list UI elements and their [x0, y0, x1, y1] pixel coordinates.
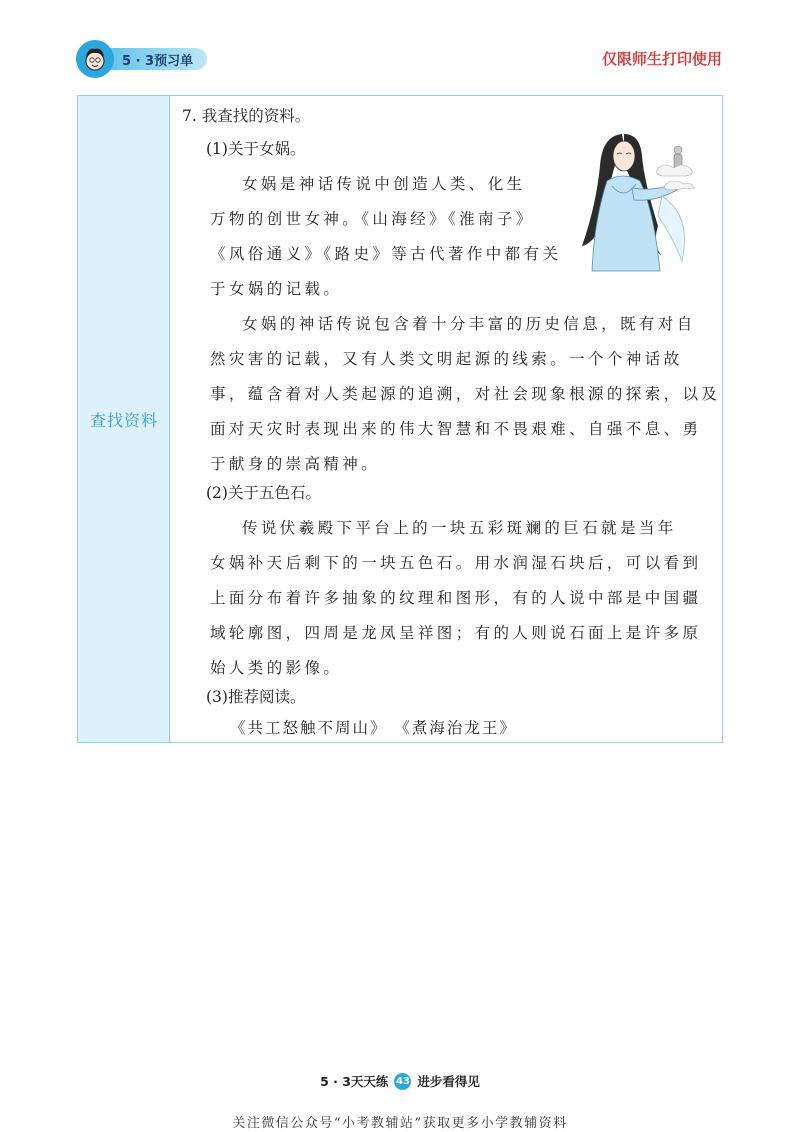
- part1-para2-line: 于献身的崇高精神。: [210, 455, 381, 473]
- part1-para1-line: 女娲是神话传说中创造人类、化生: [242, 175, 526, 193]
- section-title: 7. 我查找的资料。: [182, 107, 311, 125]
- part2-para-line: 上面分布着许多抽象的纹理和图形，有的人说中部是中国疆: [210, 589, 702, 607]
- side-column: [78, 96, 170, 742]
- print-only-note: 仅限师生打印使用: [601, 50, 722, 68]
- footer-slogan: [0, 1072, 800, 1090]
- part2-heading: (2)关于五色石。: [206, 484, 321, 502]
- part1-para2-line: 然灾害的记载，又有人类文明起源的线索。一个个神话故: [210, 350, 683, 368]
- recommended-books: 《共工怒触不周山》 《煮海治龙王》: [230, 719, 517, 737]
- part1-para1-line: 于女娲的记载。: [210, 280, 343, 298]
- page-number: 43: [394, 1073, 411, 1090]
- part1-para1-line: 万物的创世女神。《山海经》《淮南子》: [210, 210, 535, 228]
- badge-label: 5 · 3预习单: [100, 48, 207, 70]
- part2-para-line: 传说伏羲殿下平台上的一块五彩斑斓的巨石就是当年: [242, 519, 677, 537]
- footer-right-text: 进步看得见: [417, 1074, 480, 1089]
- header-badge: [76, 40, 207, 78]
- side-label: 查找资料: [89, 411, 158, 430]
- part1-para1-line: 《风俗通义》《路史》等古代著作中都有关: [210, 245, 562, 263]
- part2-para-line: 始人类的影像。: [210, 659, 343, 677]
- part1-para2-line: 事，蕴含着对人类起源的追溯，对社会现象根源的探索，以及: [210, 385, 721, 403]
- part3-heading: (3)推荐阅读。: [206, 688, 306, 706]
- footer-left-text: 5 · 3天天练: [320, 1074, 389, 1089]
- part1-para2-line: 女娲的神话传说包含着十分丰富的历史信息，既有对自: [242, 315, 696, 333]
- mascot-icon: [76, 40, 114, 78]
- part2-para-line: 域轮廓图，四周是龙凤呈祥图；有的人则说石面上是许多原: [210, 624, 702, 642]
- resource-table: [77, 95, 723, 743]
- wechat-note: 关注微信公众号“小考教辅站”获取更多小学教辅资料: [232, 1116, 568, 1131]
- part2-para-line: 女娲补天后剩下的一块五色石。用水润湿石块后，可以看到: [210, 554, 702, 572]
- part1-heading: (1)关于女娲。: [206, 140, 306, 158]
- part1-para2-line: 面对天灾时表现出来的伟大智慧和不畏艰难、自强不息、勇: [210, 420, 702, 438]
- nuwa-illustration: [562, 126, 712, 276]
